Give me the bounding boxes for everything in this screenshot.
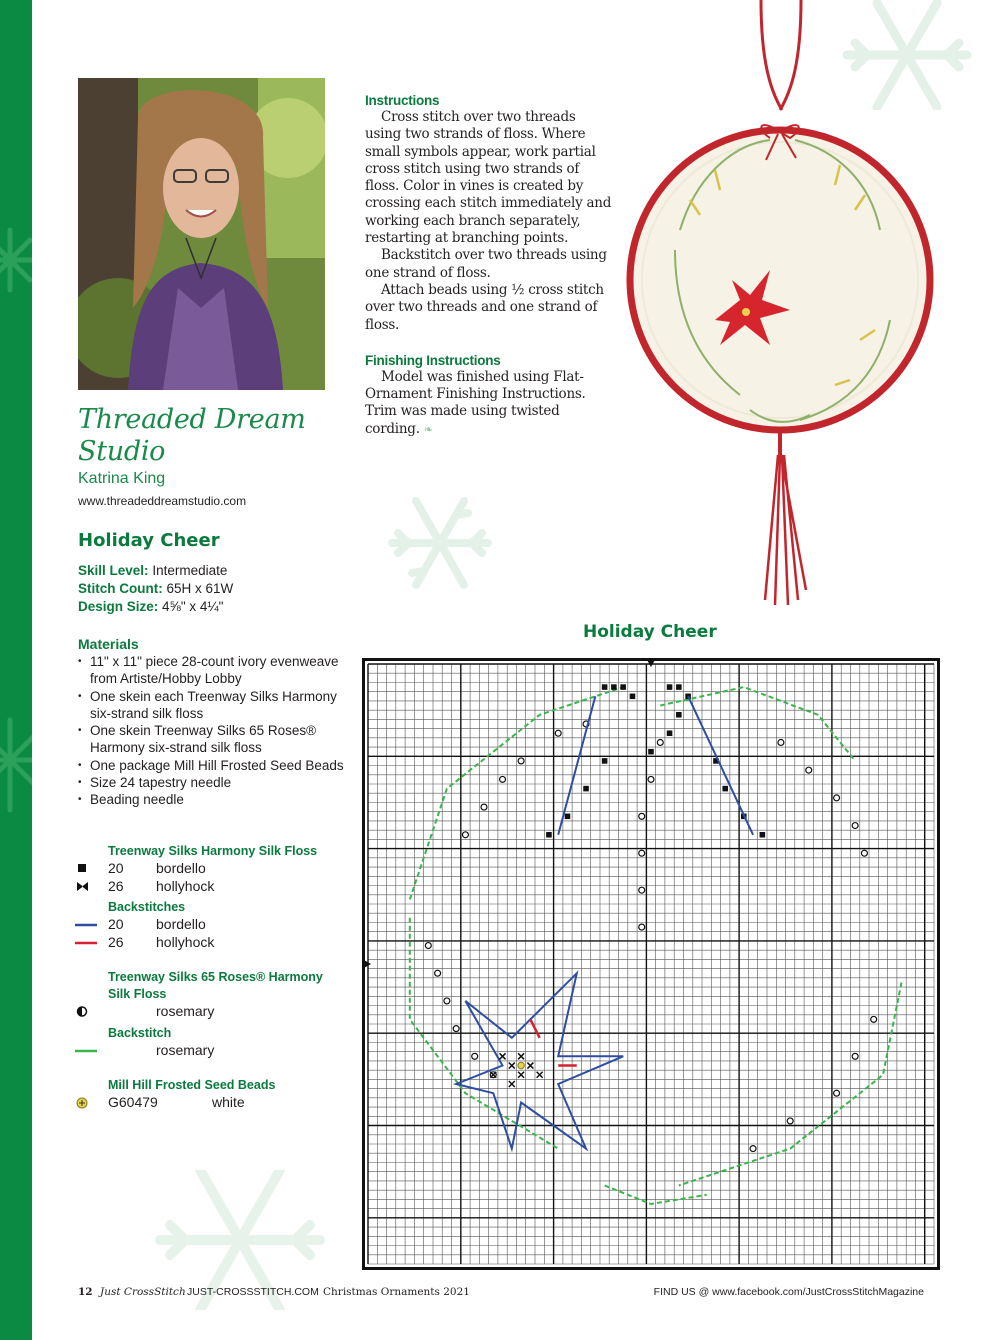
design-specs (78, 562, 233, 616)
key-row: 26 hollyhock (74, 934, 364, 952)
design-title: Holiday Cheer (78, 530, 220, 551)
bordello-stitch (760, 832, 766, 838)
snowflake-icon (385, 488, 495, 598)
designer-photo (78, 78, 325, 390)
bead-symbol-icon (74, 1094, 92, 1112)
rosemary-stitch (750, 1146, 756, 1152)
rosemary-stitch (435, 970, 441, 976)
spec-row: Skill Level: Intermediate (78, 563, 228, 578)
backstitch-line-icon (74, 1042, 92, 1060)
rosemary-stitch (871, 1016, 877, 1022)
rosemary-stitch (657, 739, 663, 745)
key-row: G60479 white (74, 1094, 364, 1112)
key-row: rosemary (74, 1003, 364, 1021)
key-heading: Treenway Silks 65 Roses® Harmony Silk Floss (108, 970, 323, 1001)
list-item: • One skein each Treenway Silks Harmony six-strand silk floss (78, 688, 353, 723)
key-heading: Backstitches (108, 900, 186, 914)
bordello-stitch (630, 694, 636, 700)
magazine-website-link[interactable]: JUST-CROSSSTITCH.COM (187, 1286, 319, 1298)
rosemary-stitch (472, 1053, 478, 1059)
rosemary-stitch (806, 767, 812, 773)
materials-heading: Materials (78, 636, 139, 652)
rosemary-stitch (648, 776, 654, 782)
issue-name: Christmas Ornaments 2021 (323, 1286, 470, 1298)
list-item: • One skein Treenway Silks 65 Roses® Harmony six-strand silk floss (78, 722, 353, 757)
rosemary-stitch (555, 730, 561, 736)
rosemary-stitch (778, 739, 784, 745)
rosemary-stitch (453, 1026, 459, 1032)
instructions-paragraph: Cross stitch over two threads using two strands of floss. Where small symbols appear, work partial cross stitch using two strands of floss. Color in vines is created by crossing each stitch immediately and working each branch separately, restarting at branching points. (365, 109, 612, 247)
rosemary-stitch (861, 850, 867, 856)
end-mark-icon: ❧ (423, 422, 433, 436)
bowtie-symbol-icon (74, 878, 92, 896)
list-item: • One package Mill Hill Frosted Seed Beads (78, 757, 353, 774)
instructions-heading: Instructions (365, 93, 440, 108)
instructions-paragraph: Backstitch over two threads using one strand of floss. (365, 247, 607, 281)
rosemary-stitch (518, 758, 524, 764)
chart-title: Holiday Cheer (583, 622, 717, 642)
spec-row: Design Size: 4⅝" x 4¼" (78, 599, 224, 614)
list-item: • Beading needle (78, 791, 353, 808)
instructions-section (365, 92, 615, 438)
rosemary-stitch (444, 998, 450, 1004)
bordello-stitch (546, 832, 552, 838)
backstitch-line-icon (74, 934, 92, 952)
rosemary-stitch (852, 823, 858, 829)
key-row: 26 hollyhock (74, 878, 364, 896)
page-footer (78, 1285, 938, 1301)
designer-studio-name: Threaded Dream Studio (78, 404, 306, 467)
bordello-stitch (611, 684, 617, 690)
designer-website-link[interactable]: www.threadeddreamstudio.com (78, 494, 247, 508)
bordello-stitch (648, 749, 654, 755)
ornament-photo (620, 0, 950, 615)
designer-person-name: Katrina King (78, 470, 166, 487)
side-snowflake-icon (0, 200, 32, 980)
filled-square-symbol-icon (74, 860, 92, 878)
rosemary-stitch (852, 1053, 858, 1059)
bordello-stitch (667, 684, 673, 690)
rosemary-stitch (639, 887, 645, 893)
bordello-stitch (602, 684, 608, 690)
bordello-stitch (620, 684, 626, 690)
bordello-stitch (583, 786, 589, 792)
half-circle-symbol-icon (74, 1003, 92, 1021)
rosemary-stitch (425, 943, 431, 949)
rosemary-stitch (639, 850, 645, 856)
magazine-name: Just CrossStitch (100, 1286, 186, 1298)
bordello-stitch (676, 712, 682, 718)
materials-list (78, 653, 353, 809)
rosemary-stitch (639, 924, 645, 930)
page-number: 12 (78, 1286, 93, 1298)
finishing-heading: Finishing Instructions (365, 352, 501, 368)
bordello-stitch (676, 684, 682, 690)
bordello-stitch (667, 730, 673, 736)
key-heading: Backstitch (108, 1025, 172, 1040)
rosemary-stitch (639, 813, 645, 819)
key-heading: Treenway Silks Harmony Silk Floss (108, 844, 318, 858)
spec-row: Stitch Count: 65H x 61W (78, 581, 234, 596)
cross-stitch-chart (362, 658, 940, 1270)
rosemary-stitch (462, 832, 468, 838)
list-item: • 11" x 11" piece 28-count ivory evenweave from Artiste/Hobby Lobby (78, 653, 353, 688)
key-row: 20 bordello (74, 860, 364, 878)
rosemary-stitch (834, 1090, 840, 1096)
color-key (74, 843, 364, 1112)
key-heading: Mill Hill Frosted Seed Beads (108, 1078, 276, 1092)
bead-stitch (518, 1062, 524, 1068)
bordello-stitch (602, 758, 608, 764)
bordello-stitch (565, 814, 571, 820)
key-row: rosemary (74, 1042, 364, 1060)
finishing-paragraph: Model was finished using Flat-Ornament Finishing Instructions. Trim was made using twisted cording. ❧ (365, 368, 586, 437)
bordello-stitch (722, 786, 728, 792)
rosemary-stitch (481, 804, 487, 810)
list-item: • Size 24 tapestry needle (78, 774, 353, 791)
rosemary-stitch (500, 776, 506, 782)
facebook-link[interactable]: FIND US @ www.facebook.com/JustCrossStitchMagazine (653, 1286, 924, 1298)
instructions-paragraph: Attach beads using ½ cross stitch over two threads and one strand of floss. (365, 281, 604, 333)
key-row: 20 bordello (74, 916, 364, 934)
rosemary-stitch (834, 795, 840, 801)
rosemary-stitch (787, 1118, 793, 1124)
backstitch-line-icon (74, 916, 92, 934)
